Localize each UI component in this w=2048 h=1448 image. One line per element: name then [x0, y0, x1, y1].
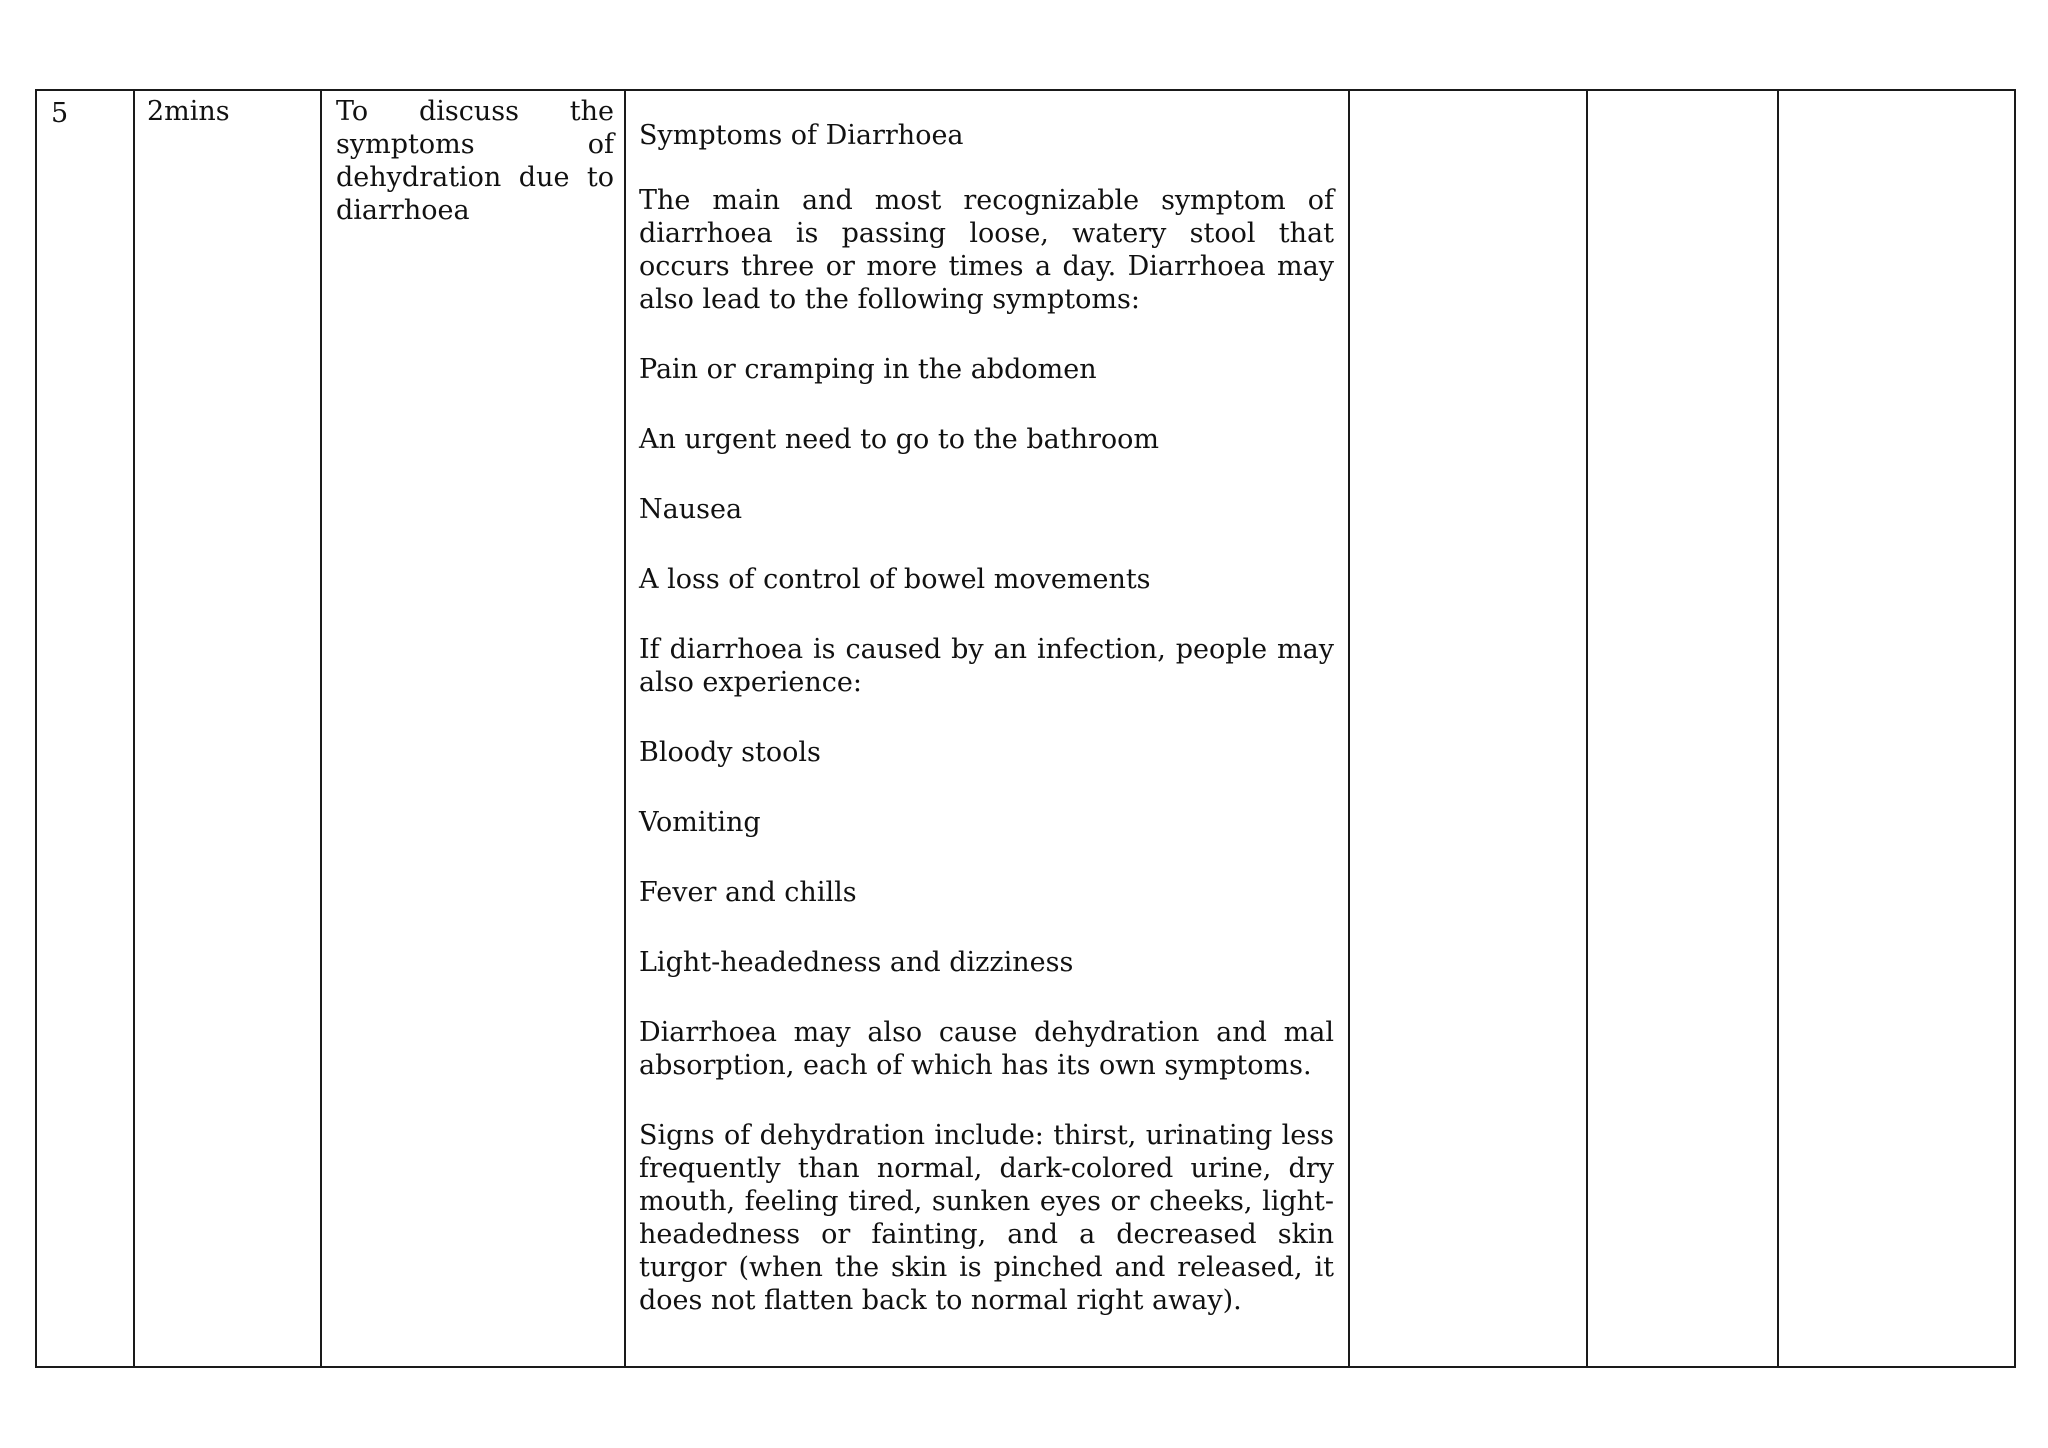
symptom-item: A loss of control of bowel movements: [639, 564, 1151, 595]
content-heading: Symptoms of Diarrhoea: [639, 120, 964, 151]
symptom-item: Nausea: [639, 494, 743, 525]
content-paragraph: If diarrhoea is caused by an infection, people may also experience:: [639, 634, 1334, 698]
symptom-item: An urgent need to go to the bathroom: [639, 424, 1160, 455]
objective-cell: [321, 90, 625, 1367]
content-body: [626, 91, 1348, 1337]
symptom-item: Bloody stools: [639, 737, 821, 768]
empty-cell: [1587, 90, 1778, 1367]
content-paragraph: Signs of dehydration include: thirst, urinating less frequently than normal, dark-colored urine, dry mouth, feeling tired, sunken eyes or cheeks, light-headedness or fainting, and a decreased skin turgor (when the skin is pinched and released, it does not flatten back to normal right away).: [639, 1120, 1334, 1316]
step-cell: [36, 90, 134, 1367]
symptom-item: Light-headedness and dizziness: [639, 947, 1074, 978]
symptom-item: Fever and chills: [639, 877, 857, 908]
symptom-item: Pain or cramping in the abdomen: [639, 354, 1097, 385]
empty-cell: [1349, 90, 1587, 1367]
objective-text: To discuss the symptoms of dehydration due to diarrhoea: [336, 96, 614, 226]
duration-text: 2mins: [147, 96, 230, 127]
empty-cell: [1778, 90, 2015, 1367]
step-number: 5: [51, 98, 69, 129]
content-paragraph: The main and most recognizable symptom of diarrhoea is passing loose, watery stool that occurs three or more times a day. Diarrhoea may also lead to the following symptoms:: [639, 185, 1334, 315]
symptom-item: Vomiting: [639, 807, 761, 838]
duration-cell: [134, 90, 321, 1367]
lesson-plan-table: [35, 89, 2016, 1368]
content-paragraph: Diarrhoea may also cause dehydration and mal absorption, each of which has its own symptoms.: [639, 1017, 1334, 1081]
table-row: [36, 90, 2015, 1367]
content-cell: [625, 90, 1349, 1367]
